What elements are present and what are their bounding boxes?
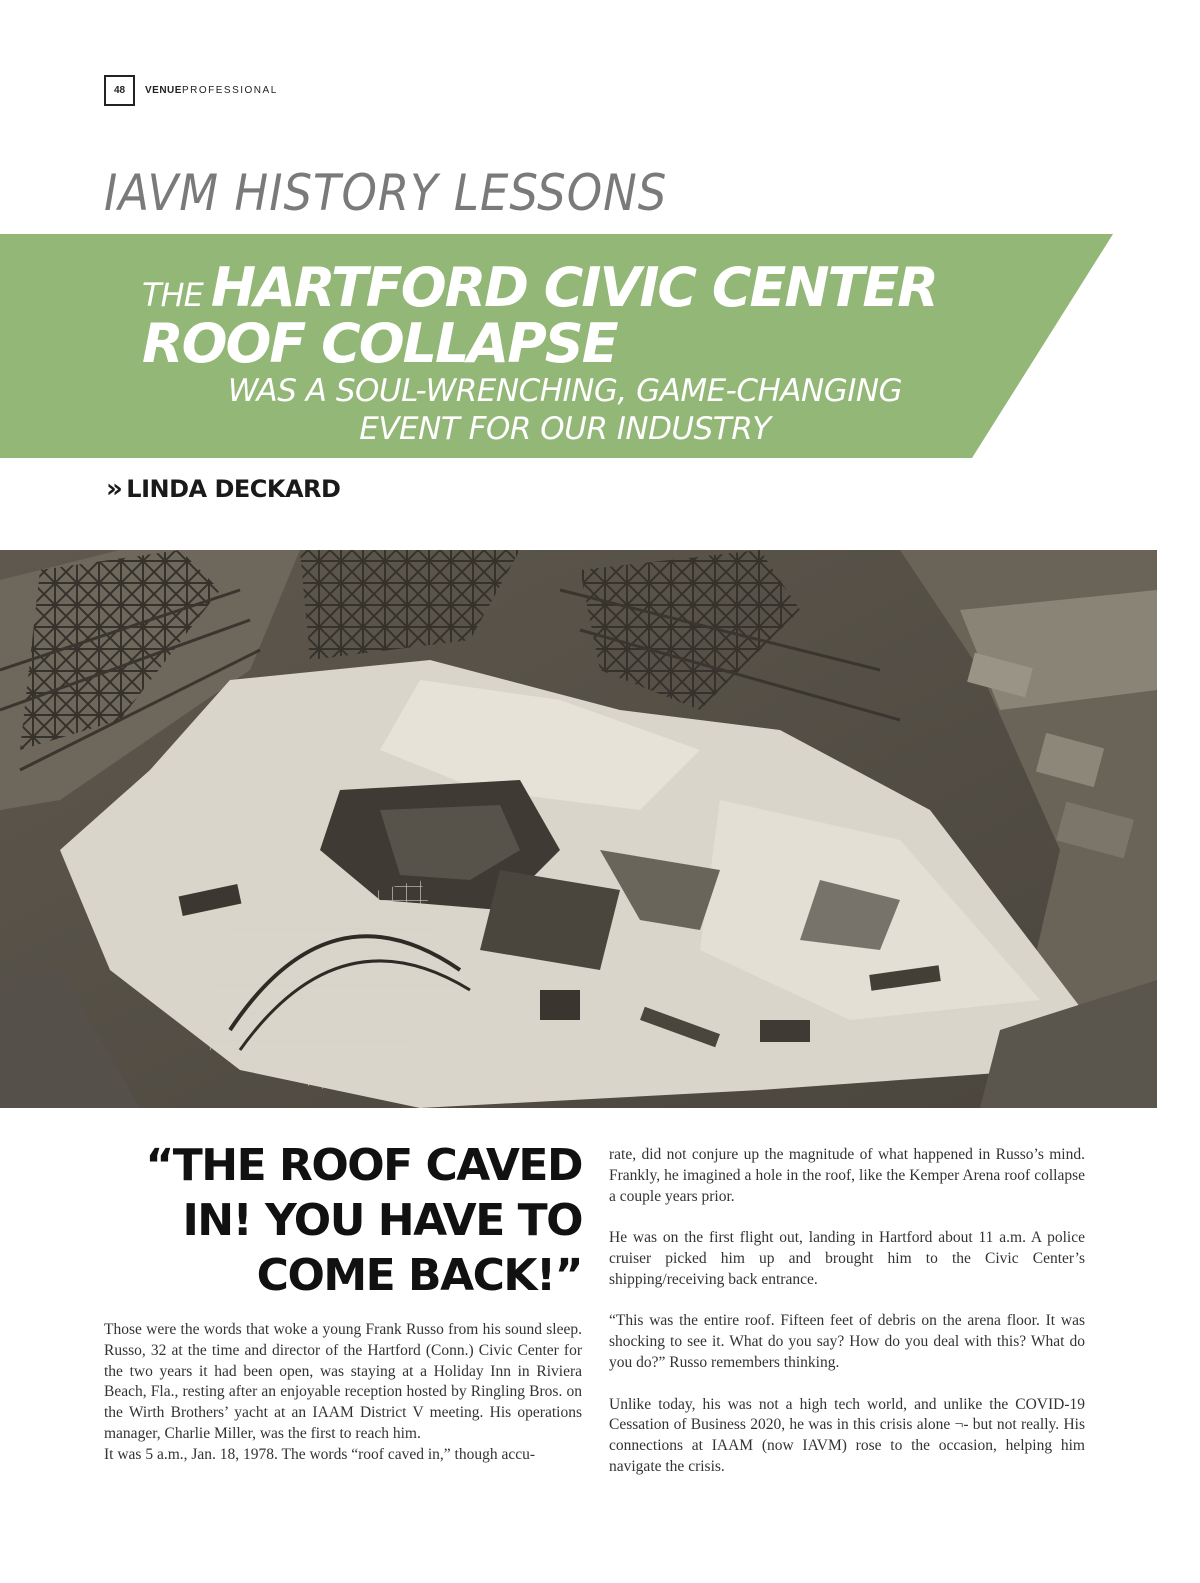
page-number: 48 (104, 75, 135, 106)
masthead-bold: VENUE (145, 85, 182, 96)
headline-title: HARTFORD CIVIC CENTER (210, 256, 937, 319)
headline-the: THE (142, 276, 203, 314)
pull-quote-line1: “THE ROOF CAVED (145, 1140, 582, 1191)
byline (106, 474, 340, 504)
body-paragraph: Those were the words that woke a young Frank Russo from his sound sleep. Russo, 32 at the time and director of the Hartford (Conn.) Civic Center for the two years it had been open, was staying at a Holiday Inn in Riviera Beach, Fla., resting after an enjoyable reception hosted by Ringling Bros. on the Wirth Brothers’ yacht at an IAAM District V meeting. His operations manager, Charlie Miller, was the first to reach him. (104, 1321, 582, 1442)
body-paragraph: It was 5 a.m., Jan. 18, 1978. The words “roof caved in,” though accu- (104, 1445, 536, 1463)
body-column-left (104, 1320, 582, 1466)
body-paragraph: Unlike today, his was not a high tech world, and unlike the COVID-19 Cessation of Business 2020, he was in this crisis alone ¬- but not really. His connections at IAAM (now IAVM) rose to the occasion, helping him navigate the crisis. (609, 1395, 1085, 1475)
headline-line2: ROOF COLLAPSE (142, 312, 617, 375)
pull-quote-line3: COME BACK!” (256, 1250, 582, 1301)
subtitle-line2: EVENT FOR OUR INDUSTRY (359, 411, 771, 447)
section-kicker: IAVM HISTORY LESSONS (104, 164, 668, 222)
body-paragraph: rate, did not conjure up the magnitude of what happened in Russo’s mind. Frankly, he imagined a hole in the roof, like the Kemper Arena roof collapse a couple years prior. (609, 1146, 1085, 1205)
body-column-right (609, 1145, 1085, 1499)
pull-quote-line2: IN! YOU HAVE TO (182, 1195, 582, 1246)
pull-quote (104, 1138, 582, 1303)
collapsed-roof-photo (0, 550, 1157, 1108)
body-paragraph: He was on the first flight out, landing in Hartford about 11 a.m. A police cruiser picked him up and brought him to the Civic Center’s shipping/receiving back entrance. (609, 1229, 1085, 1288)
body-paragraph: “This was the entire roof. Fifteen feet of debris on the arena floor. It was shocking to see it. What do you say? How do you deal with this? What do you do?” Russo remembers thinking. (609, 1312, 1085, 1371)
masthead-light: PROFESSIONAL (181, 85, 278, 96)
author-name: LINDA DECKARD (126, 475, 341, 503)
magazine-masthead (145, 85, 278, 96)
headline-line1 (142, 256, 937, 319)
subtitle-line1: WAS A SOUL-WRENCHING, GAME-CHANGING (227, 373, 903, 409)
headline-subtitle (160, 372, 970, 448)
double-chevron-icon: » (106, 474, 123, 504)
